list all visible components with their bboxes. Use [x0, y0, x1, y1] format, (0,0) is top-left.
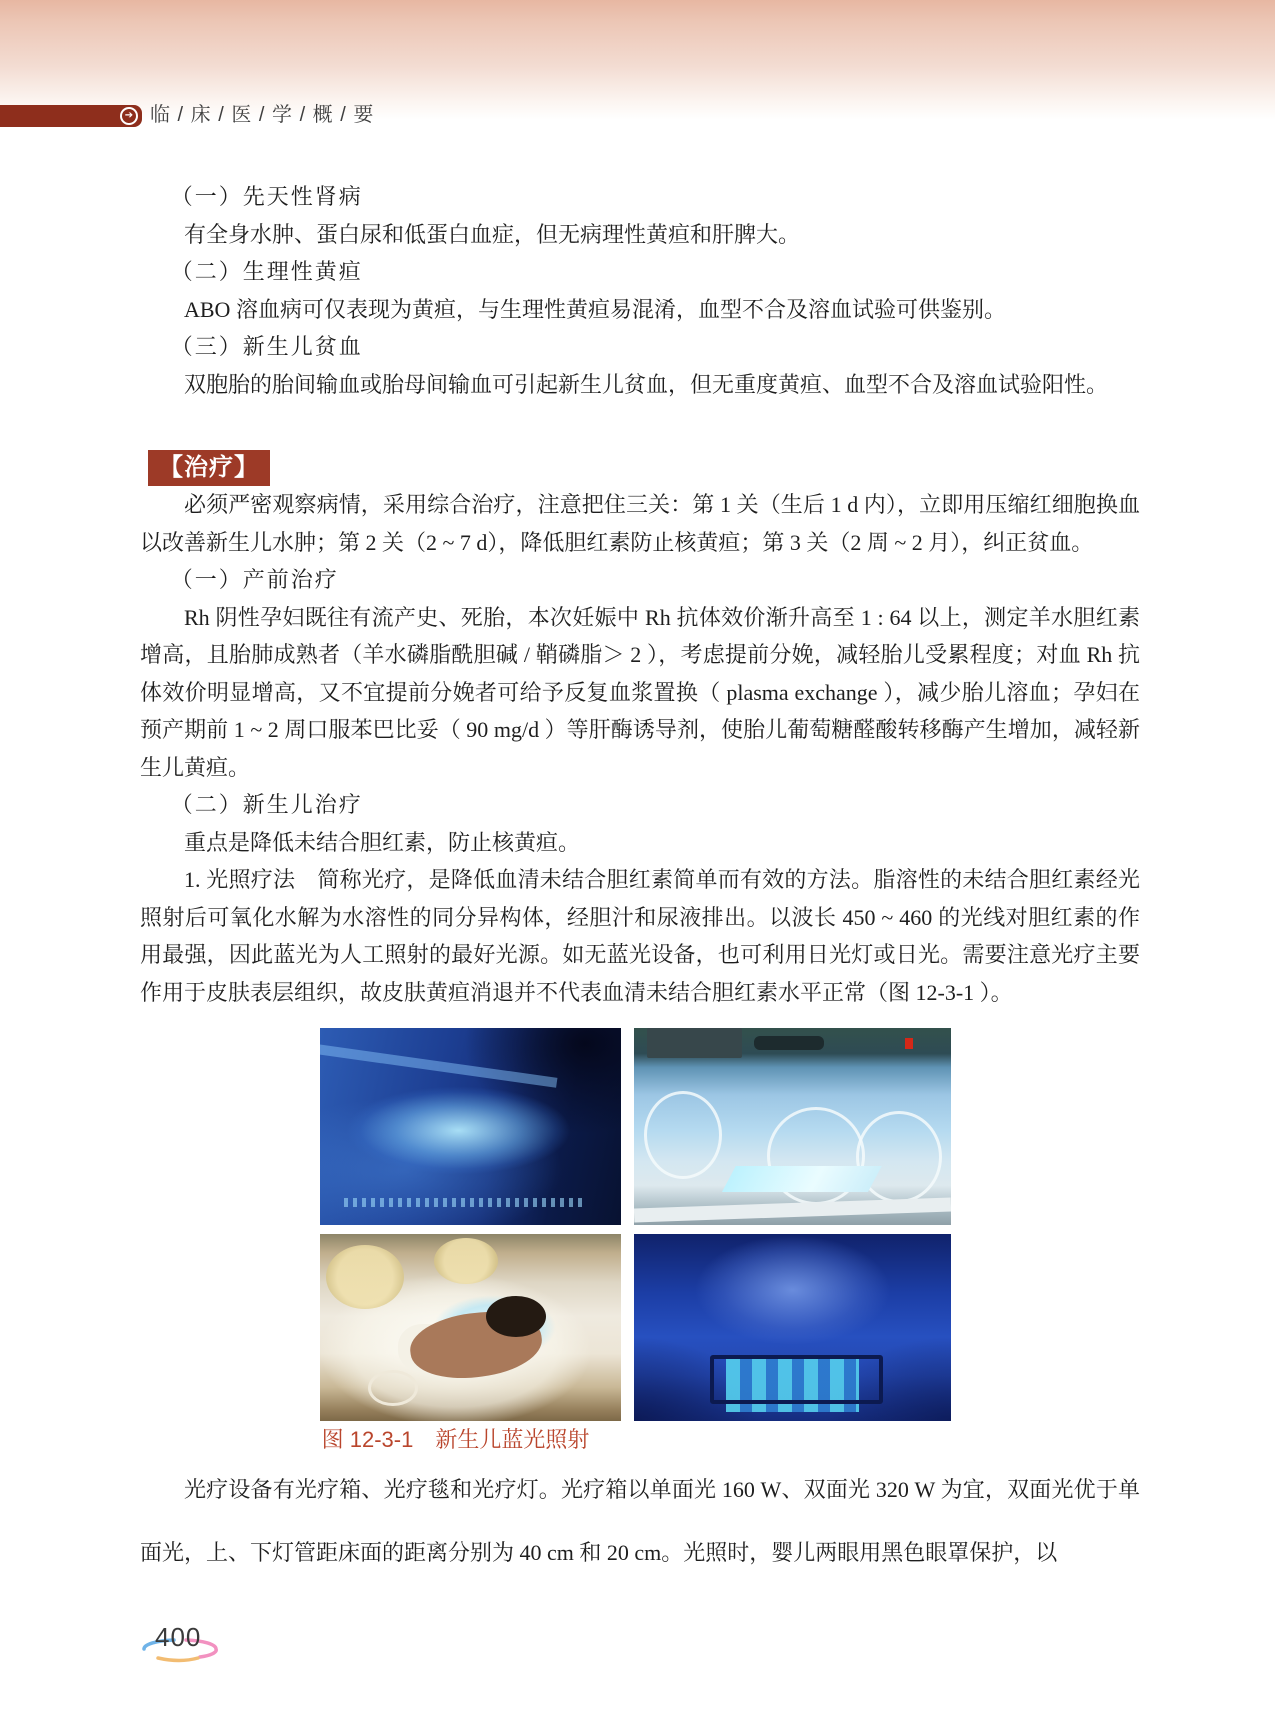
running-head-bar — [0, 105, 142, 127]
arrow-glyph: ➔ — [122, 109, 136, 123]
photo2-equipment-box — [647, 1028, 742, 1058]
photo3-porthole-glass-left — [326, 1245, 404, 1309]
photo3-porthole-glass-right — [434, 1238, 498, 1284]
photo-infant-with-eye-mask-on-bedding — [320, 1234, 621, 1421]
photo2-fan-wheel — [644, 1091, 722, 1179]
subsection-title-neonatal-treatment: （二）新生儿治疗 — [170, 792, 363, 817]
photo3-infant-head — [486, 1296, 546, 1337]
arrow-right-circle-icon — [120, 107, 138, 125]
book-title: 临 / 床 / 医 / 学 / 概 / 要 — [150, 104, 375, 126]
paragraph-phototherapy: 1. 光照疗法 简称光疗，是降低血清未结合胆红素简单而有效的方法。脂溶性的未结合胆红素经光照射后可氧化水解为水溶性的同分异构体，经胆汁和尿液排出。以波长 450 ~ 460 的光线对胆红素的作用最强，因此蓝光为人工照射的最好光源。如无蓝光设备，也可利用日光灯或日光。需要注意光疗主要作用于皮肤表层组织，故皮肤黄疸消退并不代表血清未结合胆红素水平正常（图 12-3-1 ）。 — [140, 867, 1140, 1005]
treatment-section-heading: 【治疗】 — [148, 450, 270, 486]
paragraph-prenatal-treatment: Rh 阴性孕妇既往有流产史、死胎，本次妊娠中 Rh 抗体效价渐升高至 1 : 64 以上，测定羊水胆红素增高，且胎肺成熟者（羊水磷脂酰胆碱 / 鞘磷脂＞ 2 ），考虑提前分娩，减轻胎儿受累程度；对血 Rh 抗体效价明显增高，又不宜提前分娩者可给予反复血浆置换（ plasma exchange ），减少胎儿溶血；孕妇在预产期前 1 ~ 2 周口服苯巴比妥（ 90 mg/d ）等肝酶诱导剂，使胎儿葡萄糖醛酸转移酶产生增加，减轻新生儿黄疸。 — [140, 604, 1140, 780]
figure-caption: 图 12-3-1 新生儿蓝光照射 — [321, 1427, 590, 1452]
photo4-frame-bar — [710, 1355, 883, 1404]
photo2-blue-light-glow — [722, 1166, 881, 1192]
photo3-tubing-loop — [368, 1370, 418, 1406]
paragraph-congenital-nephropathy: 有全身水肿、蛋白尿和低蛋白血症，但无病理性黄疸和肝脾大。 — [184, 221, 801, 247]
photo1-perforated-tray — [344, 1198, 585, 1207]
subsection-title-congenital-nephropathy: （一）先天性肾病 — [170, 184, 363, 209]
paragraph-neonatal-anemia: 双胞胎的胎间输血或胎母间输血可引起新生儿贫血，但无重度黄疸、血型不合及溶血试验阳性。 — [184, 371, 1109, 397]
subsection-title-physiologic-jaundice: （二）生理性黄疸 — [170, 259, 363, 284]
photo-infant-in-dark-blue-incubator — [320, 1028, 621, 1225]
subsection-title-neonatal-anemia: （三）新生儿贫血 — [170, 334, 363, 359]
paragraph-treatment-intro: 必须严密观察病情，采用综合治疗，注意把住三关：第 1 关（生后 1 d 内），立即用压缩红细胞换血以改善新生儿水肿；第 2 关（2 ~ 7 d），降低胆红素防止核黄疸；第 3 关（2 周 ~ 2 月），纠正贫血。 — [140, 492, 1140, 555]
photo2-name-plate — [754, 1036, 824, 1050]
photo1-light-beam — [320, 1042, 557, 1088]
figure-12-3-1 — [320, 1028, 1140, 1421]
page-number-block — [138, 1622, 228, 1666]
photo-infant-under-blue-lamps-top-view — [634, 1234, 951, 1421]
photo-phototherapy-incubator-unit — [634, 1028, 951, 1225]
photo2-red-indicator — [905, 1038, 913, 1049]
paragraph-neonatal-treatment-intro: 重点是降低未结合胆红素，防止核黄疸。 — [184, 829, 581, 855]
article-body — [140, 178, 1140, 1584]
photo2-base-shelf — [634, 1198, 951, 1223]
subsection-title-prenatal-treatment: （一）产前治疗 — [170, 567, 339, 592]
paragraph-phototherapy-equipment: 光疗设备有光疗箱、光疗毯和光疗灯。光疗箱以单面光 160 W、双面光 320 W 为宜，双面光优于单面光，上、下灯管距床面的距离分别为 40 cm 和 20 cm。光照时，婴儿两眼用黑色眼罩保护，以 — [140, 1477, 1140, 1565]
page-number: 400 — [155, 1622, 202, 1652]
paragraph-physiologic-jaundice: ABO 溶血病可仅表现为黄疸，与生理性黄疸易混淆，血型不合及溶血试验可供鉴别。 — [184, 296, 1006, 322]
